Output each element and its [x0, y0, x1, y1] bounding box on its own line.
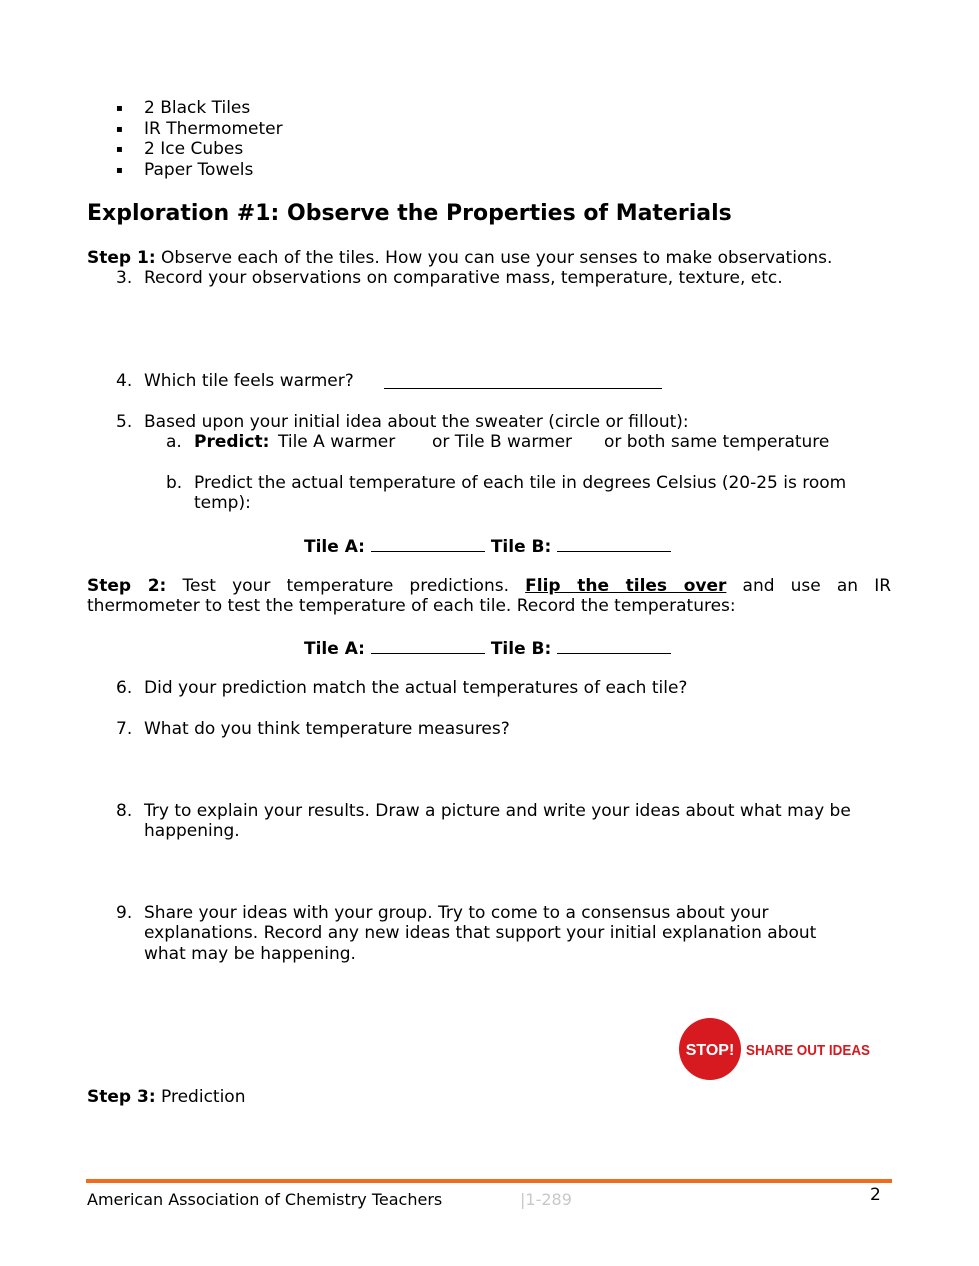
- step2-text-start: Test your temperature predictions.: [182, 576, 509, 596]
- option-same-temperature[interactable]: or both same temperature: [604, 432, 830, 452]
- stop-sign-icon: [678, 1017, 878, 1081]
- flip-tiles-emphasis: Flip the tiles over: [525, 576, 727, 596]
- step3-label: Step 3:: [87, 1087, 156, 1107]
- bullet-icon: ▪: [116, 103, 123, 114]
- step2-text-end: and use an IR: [742, 576, 892, 596]
- exploration-heading: Exploration #1: Observe the Properties of Materials: [87, 201, 732, 226]
- option-tile-a-warmer[interactable]: Tile A warmer: [278, 432, 396, 452]
- q5b-letter: b.: [166, 473, 183, 493]
- q3-text: Record your observations on comparative mass, temperature, texture, etc.: [144, 268, 783, 288]
- list-item: 2 Black Tiles: [144, 98, 251, 118]
- footer-organization: American Association of Chemistry Teachers: [87, 1190, 443, 1209]
- q8-line1: Try to explain your results. Draw a picture and write your ideas about what may be: [144, 801, 851, 821]
- q5a-predict-label: Predict:: [194, 432, 270, 452]
- tile-b-label: Tile B:: [490, 639, 552, 659]
- tile-a-blank[interactable]: [371, 535, 485, 552]
- q9-number: 9.: [116, 903, 133, 923]
- q6-text: Did your prediction match the actual temperatures of each tile?: [144, 678, 688, 698]
- step2-line2: thermometer to test the temperature of each tile. Record the temperatures:: [87, 596, 736, 616]
- q7-text: What do you think temperature measures?: [144, 719, 510, 739]
- tile-b-blank[interactable]: [557, 535, 671, 552]
- step3-paragraph: [87, 1087, 245, 1107]
- q5-text: Based upon your initial idea about the sweater (circle or fillout):: [144, 412, 689, 432]
- q7-number: 7.: [116, 719, 133, 739]
- q5-number: 5.: [116, 412, 133, 432]
- bullet-icon: ▪: [116, 144, 123, 155]
- step3-text: Prediction: [161, 1087, 246, 1107]
- step1-paragraph: [87, 248, 832, 268]
- q5b-line1: Predict the actual temperature of each tile in degrees Celsius (20-25 is room: [194, 473, 847, 493]
- stop-text: STOP!: [685, 1042, 735, 1059]
- tile-b-blank[interactable]: [557, 637, 671, 654]
- q3-number: 3.: [116, 268, 133, 288]
- q9-line3: what may be happening.: [144, 944, 356, 964]
- footer-divider: [86, 1179, 892, 1183]
- q6-number: 6.: [116, 678, 133, 698]
- list-item: 2 Ice Cubes: [144, 139, 244, 159]
- step2-line1: [87, 576, 891, 596]
- share-out-caption: SHARE OUT IDEAS: [746, 1042, 870, 1059]
- tile-a-blank[interactable]: [371, 637, 485, 654]
- list-item: Paper Towels: [144, 160, 254, 180]
- tile-a-label: Tile A:: [304, 537, 365, 557]
- tile-a-label: Tile A:: [304, 639, 365, 659]
- step2-label: Step 2:: [87, 576, 167, 596]
- list-item: IR Thermometer: [144, 119, 283, 139]
- q5b-line2: temp):: [194, 493, 251, 513]
- q5a-letter: a.: [166, 432, 182, 452]
- q4-text: Which tile feels warmer?: [144, 371, 354, 391]
- step1-text: Observe each of the tiles. How you can use your senses to make observations.: [161, 248, 833, 268]
- stop-share-out-graphic: [678, 1017, 878, 1081]
- tile-prediction-line: [304, 535, 671, 557]
- q8-number: 8.: [116, 801, 133, 821]
- footer-code: |1-289: [520, 1190, 572, 1209]
- page-number: 2: [870, 1185, 881, 1205]
- tile-b-label: Tile B:: [490, 537, 552, 557]
- bullet-icon: ▪: [116, 165, 123, 176]
- bullet-icon: ▪: [116, 124, 123, 135]
- option-tile-b-warmer[interactable]: or Tile B warmer: [432, 432, 573, 452]
- q9-line2: explanations. Record any new ideas that support your initial explanation about: [144, 923, 817, 943]
- step1-label: Step 1:: [87, 248, 156, 268]
- q8-line2: happening.: [144, 821, 240, 841]
- q9-line1: Share your ideas with your group. Try to come to a consensus about your: [144, 903, 769, 923]
- tile-measurement-line: [304, 637, 671, 659]
- q4-answer-blank[interactable]: [384, 372, 662, 389]
- q4-number: 4.: [116, 371, 133, 391]
